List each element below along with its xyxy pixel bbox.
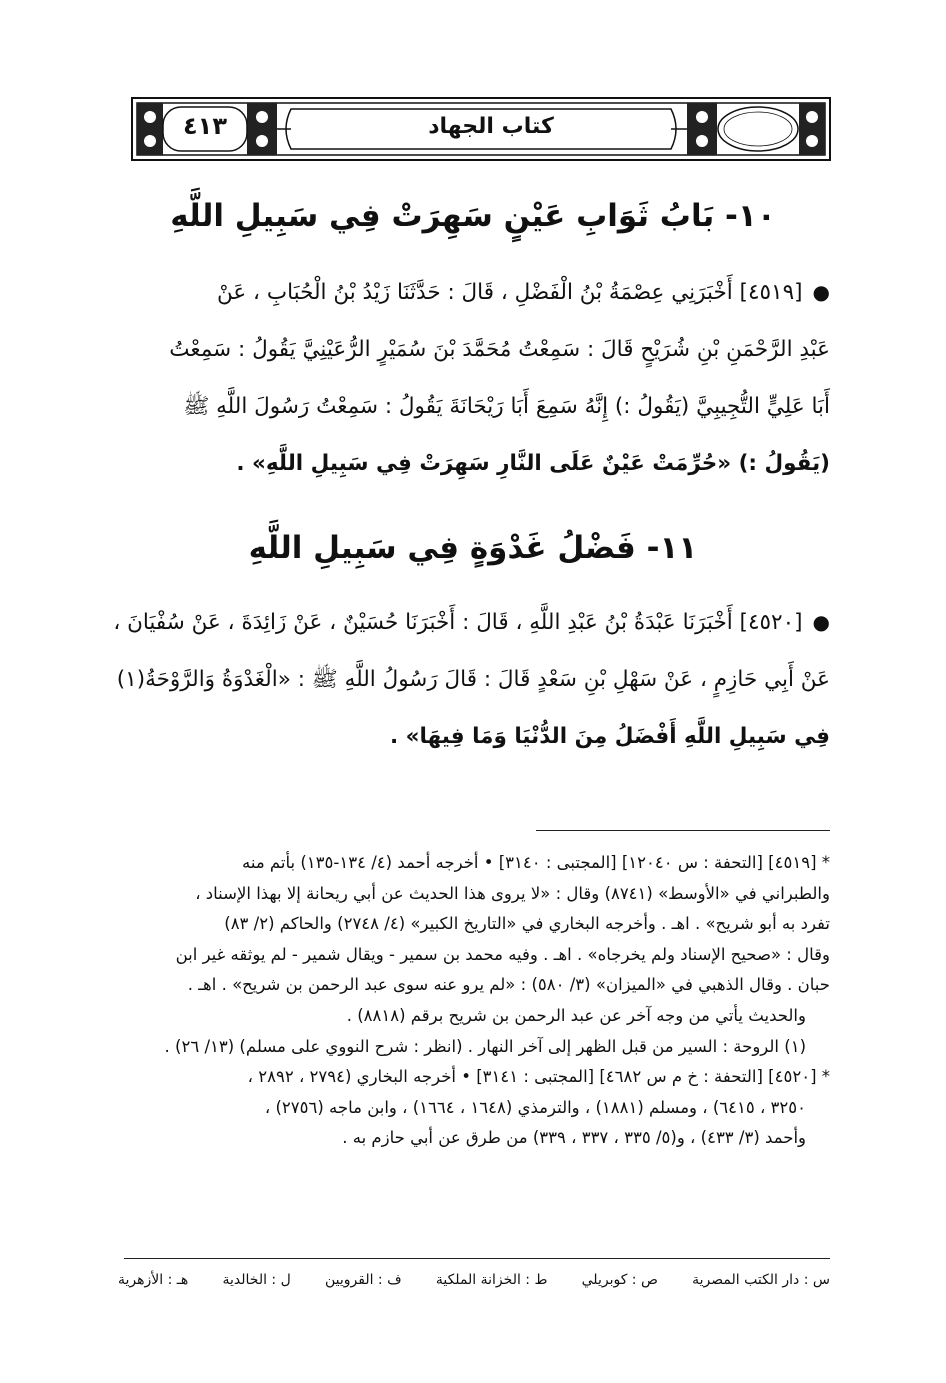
hadith-4519 [118,264,830,492]
footnote-separator [536,830,830,831]
manuscript-sigla [118,1266,830,1294]
footnote-line: (١) الروحة : السير من قبل الظهر إلى آخر النهار . (انظر : شرح النووي على مسلم) (١٣/ ٢٦) . [164,1036,806,1056]
hadith-4519-line: (يَقُولُ :) «حُرِّمَتْ عَيْنٌ عَلَى النَّارِ سَهِرَتْ فِي سَبِيلِ اللَّهِ» . [236,451,830,476]
hadith-4519-line: ●[٤٥١٩] أَخْبَرَنِي عِصْمَةُ بْنُ الْفَضْلِ ، قَالَ : حَدَّثَنَا زَيْدُ بْنُ الْحُبَابِ ، عَنْ [118,264,830,321]
sigla-item: ف : القرويين [324,1272,402,1288]
hadith-4519-line: أَبَا عَلِيٍّ التُّجِيبِيَّ (يَقُولُ :) إِنَّهُ سَمِعَ أَبَا رَيْحَانَةَ يَقُولُ : سَمِعْتُ رَسُولَ اللَّهِ ﷺ [183,394,830,419]
running-title: كتاب الجهاد [428,114,554,139]
sigla-item: ط : الخزانة الملكية [435,1272,548,1288]
chapter-11-title: ١١- فَضْلُ غَدْوَةٍ فِي سَبِيلِ اللَّهِ [248,530,698,566]
footnote-line: وقال : «صحيح الإسناد ولم يخرجاه» . اهـ . وفيه محمد بن سمير - ويقال شمير - لم يوثقه غير ابن [175,944,830,964]
sigla-item: ص : كوبريلي [581,1272,658,1288]
sigla-item: س : دار الكتب المصرية [692,1272,830,1288]
footnote-line: وأحمد (٣/ ٤٣٣) ، و(٥/ ٣٣٥ ، ٣٣٧ ، ٣٣٩) من طرق عن أبي حازم به . [342,1128,806,1148]
bullet-icon: ● [812,610,830,634]
page-number: ٤١٣ [183,112,227,140]
footnote-line: والطبراني في «الأوسط» (٨٧٤١) وقال : «لا يروى هذا الحديث عن أبي ريحانة إلا بهذا الإسناد ، [195,883,830,903]
sigla-item: هـ : الأزهرية [118,1272,189,1288]
footnote-line: حبان . وقال الذهبي في «الميزان» (٣/ ٥٨٠) : «لم يرو عنه سوى عبد الرحمن بن شريح» . اهـ . [187,975,830,995]
footnote-line: * [٤٥٢٠] [التحفة : خ م س ٤٦٨٢] [المجتبى : ٣١٤١] • أخرجه البخاري (٢٧٩٤ ، ٢٨٩٢ ، [247,1067,830,1087]
sigla-separator [124,1258,830,1259]
footnote-line: تفرد به أبو شريح» . اهـ . وأخرجه البخاري في «التاريخ الكبير» (٤/ ٢٧٤٨) والحاكم (٢/ ٨٣) [224,914,830,934]
hadith-4520-line: عَنْ أَبِي حَازِمٍ ، عَنْ سَهْلِ بْنِ سَعْدٍ قَالَ : قَالَ رَسُولُ اللَّهِ ﷺ : «الْغَدْوَةُ وَالرَّوْحَةُ(١) [116,667,830,692]
bullet-icon: ● [812,280,830,304]
hadith-4520-line: ●[٤٥٢٠] أَخْبَرَنَا عَبْدَةُ بْنُ عَبْدِ اللَّهِ ، قَالَ : أَخْبَرَنَا حُسَيْنٌ ، عَنْ زَائِدَةَ ، عَنْ سُفْيَانَ ، [118,594,830,651]
page-header [131,97,831,161]
chapter-10-title: ١٠- بَابُ ثَوَابِ عَيْنٍ سَهِرَتْ فِي سَبِيلِ اللَّهِ [170,198,776,234]
footnote-line: والحديث يأتي من وجه آخر عن عبد الرحمن بن شريح برقم (٨٨١٨) . [346,1005,806,1025]
sigla-item: ل : الخالدية [222,1272,291,1288]
hadith-4520 [113,594,830,765]
hadith-4519-line: عَبْدِ الرَّحْمَنِ بْنِ شُرَيْحٍ قَالَ : سَمِعْتُ مُحَمَّدَ بْنَ سُمَيْرٍ الرُّعَيْنِيَّ يَقُولُ : سَمِعْتُ [169,337,830,362]
book-emblem-logo [733,107,819,147]
footnotes [118,848,830,1154]
footnote-line: * [٤٥١٩] [التحفة : س ١٢٠٤٠] [المجتبى : ٣١٤٠] • أخرجه أحمد (٤/ ١٣٤-١٣٥) بأتم منه [242,853,830,872]
footnote-line: ٣٢٥٠ ، ٦٤١٥) ، ومسلم (١٨٨١) ، والترمذي (١٦٤٨ ، ١٦٦٤) ، وابن ماجه (٢٧٥٦) ، [264,1097,806,1117]
hadith-4520-line: فِي سَبِيلِ اللَّهِ أَفْضَلُ مِنَ الدُّنْيَا وَمَا فِيهَا» . [389,724,830,749]
